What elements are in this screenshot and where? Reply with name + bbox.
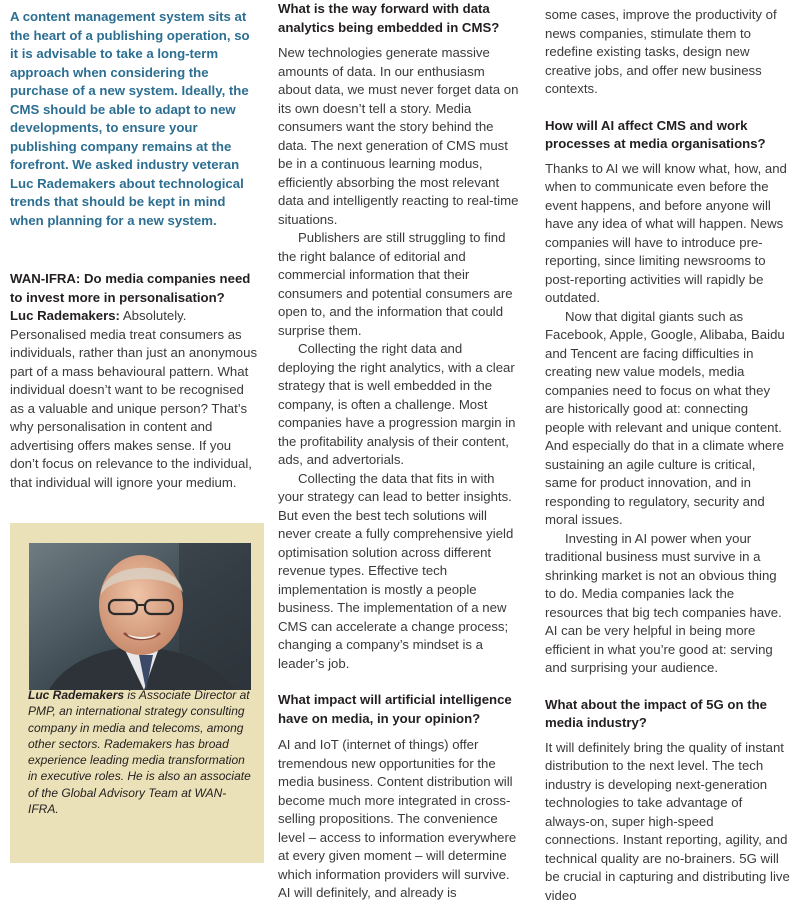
paragraph: Investing in AI power when your traditional business must survive in a shrinking market is not an obvious thing to do. Media companies lack the resources that big tech companies have. AI can be very helpful in being more efficient in what you’re good at: serving and surprising your audience. (545, 530, 790, 678)
question-artificial-intelligence: What impact will artificial intelligence have on media, in your opinion? (278, 691, 520, 728)
question-ai-cms: How will AI affect CMS and work processes at media organisations? (545, 117, 790, 154)
bio-caption (28, 687, 252, 817)
speaker-name: Luc Rademakers: (10, 308, 120, 323)
bio-name: Luc Rademakers (28, 688, 124, 702)
paragraph: some cases, improve the productivity of news companies, stimulate them to redefine existing tasks, design new creative jobs, and offer new business contexts. (545, 6, 790, 99)
portrait-photo (29, 543, 251, 690)
column-middle (278, 0, 520, 903)
paragraph: Collecting the data that fits in with your strategy can lead to better insights. But even the best tech solutions will never create a fully comprehensive yield optimisation solution across different revenue types. Effective tech implementation is mostly a people business. The implementation of a new CMS can accelerate a change process; changing a company’s mindset is a leader’s job. (278, 470, 520, 674)
bio-text: is Associate Director at PMP, an international strategy consulting company in media and telecoms, among other sectors. Rademakers has broad experience leading media transformation in executive roles. He is also an associate of the Global Advisory Team at WAN-IFRA. (28, 688, 251, 816)
answer-personalisation (10, 307, 258, 492)
answer-text: Absolutely. Personalised media treat consumers as individuals, rather than just an anonymous part of a mass behavioural pattern. What individual doesn’t want to be recognised as a valuable and unique person? That’s why personalisation in content and advertising offers makes sense. If you don’t focus on relevance to the individual, that individual will ignore your medium. (10, 308, 257, 490)
paragraph: Collecting the right data and deploying the right analytics, with a clear strategy that is well embedded in the company, is often a challenge. Most companies have a progression margin in the profitability analysis of their content, ads, and advertorials. (278, 340, 520, 470)
question-personalisation: WAN-IFRA: Do media companies need to invest more in personalisation? (10, 270, 258, 307)
bio-box (10, 523, 264, 863)
paragraph: AI and IoT (internet of things) offer tremendous new opportunities for the media business. Content distribution will become much more integrated in cross-selling propositions. The convenience level – access to information everywhere at every given moment – will determine which information providers will survive. AI will definitely, and already is (278, 736, 520, 903)
column-left (10, 0, 258, 492)
intro-standfirst: A content management system sits at the heart of a publishing operation, so it is advisable to take a long-term approach when considering the purchase of a new system. Ideally, the CMS should be able to adapt to new developments, to ensure your publishing company remains at the forefront. We asked industry veteran Luc Rademakers about technological trends that should be kept in mind when planning for a new system. (10, 8, 258, 230)
question-5g: What about the impact of 5G on the media industry? (545, 696, 790, 733)
paragraph: It will definitely bring the quality of instant distribution to the next level. The tech industry is developing next-generation technologies to take advantage of always-on, super high-speed connections. Instant reporting, agility, and technical quality are no-brainers. 5G will be crucial in capturing and distributing live video (545, 739, 790, 905)
paragraph: New technologies generate massive amounts of data. In our enthusiasm about data, we must never forget data on its own doesn’t tell a story. Media consumers want the story behind the data. The next generation of CMS must be in a continuous learning modus, efficiently absorbing the most relevant data and intelligently reacting to real-time situations. (278, 44, 520, 229)
paragraph: Now that digital giants such as Facebook, Apple, Google, Alibaba, Baidu and Tencent are facing difficulties in creating new value models, media companies need to focus on what they are historically good at: connecting people with relevant and unique content. And especially do that in a climate where sustaining an agile culture is critical, same for product innovation, and in responding to regulatory, security and moral issues. (545, 308, 790, 530)
paragraph: Thanks to AI we will know what, how, and when to communicate even before the event happens, and before anyone will have any idea of what will happen. News companies will have to introduce pre-reporting, since limiting newsrooms to post-reporting activities will rapidly be outdated. (545, 160, 790, 308)
portrait-illustration (29, 543, 251, 690)
paragraph: Publishers are still struggling to find the right balance of editorial and commercial information that their consumers and potential consumers are open to, and the information that could surprise them. (278, 229, 520, 340)
column-right (545, 0, 790, 905)
question-data-analytics: What is the way forward with data analytics being embedded in CMS? (278, 0, 520, 37)
